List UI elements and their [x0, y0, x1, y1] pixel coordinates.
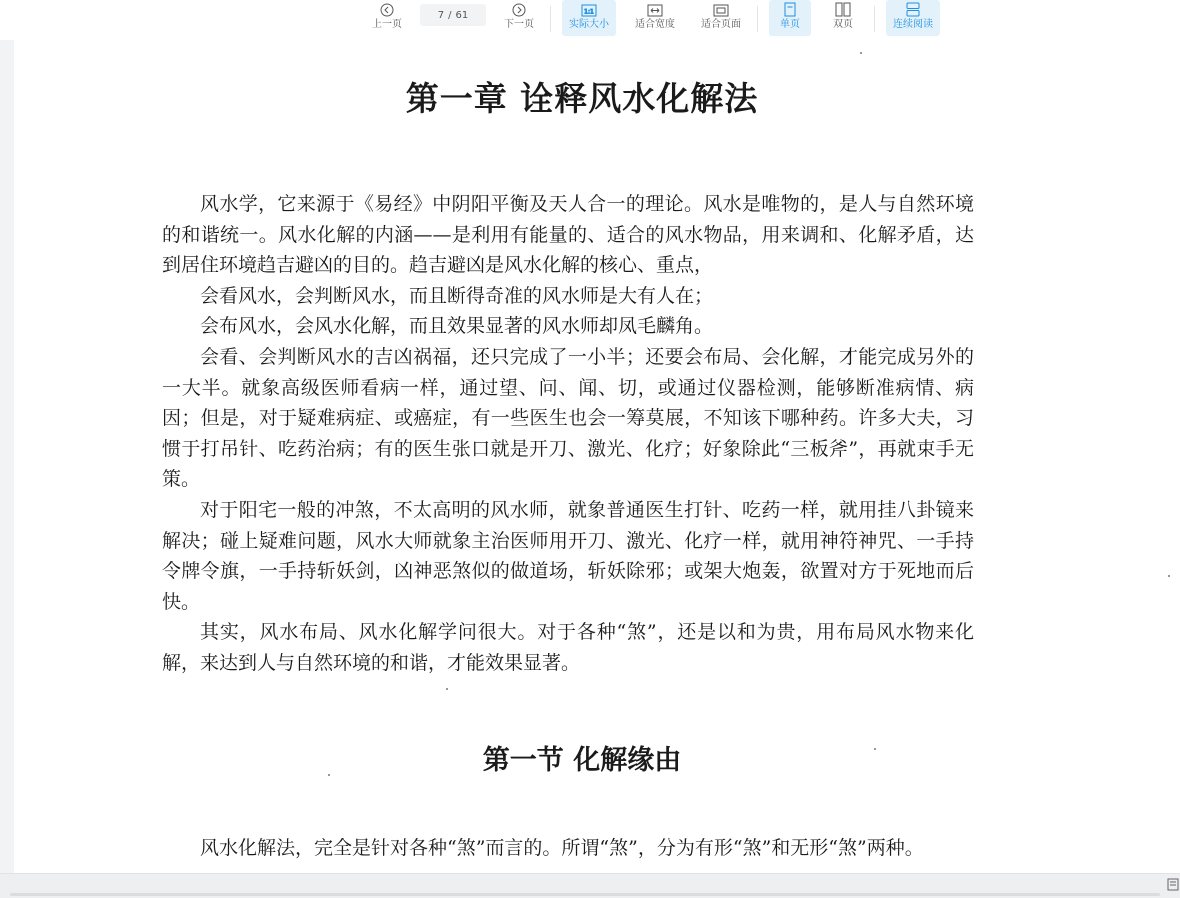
section-title: 第一节 化解缘由	[482, 745, 682, 776]
scrollbar-thumb[interactable]	[10, 893, 1160, 896]
paragraph: 风水学，它来源于《易经》中阴阳平衡及天人合一的理论。风水是唯物的，是人与自然环境的和谐统一。风水化解的内涵——是利用有能量的、适合的风水物品，用来调和、化解矛盾，达到居住环境趋吉避凶的目的。趋吉避凶是风水化解的核心、重点，	[162, 193, 974, 277]
actual-size-icon	[581, 0, 597, 17]
horizontal-scrollbar[interactable]	[0, 873, 1180, 898]
paragraph: 会看风水，会判断风水，而且断得奇准的风水师是大有人在；	[200, 284, 714, 307]
prev-page-button[interactable]	[368, 0, 406, 36]
toolbar-divider	[757, 6, 758, 32]
fit-page-button[interactable]	[694, 0, 748, 36]
prev-page-label: 上一页	[372, 19, 402, 30]
single-page-label: 单页	[780, 19, 800, 30]
page-number-box[interactable]	[420, 4, 486, 26]
scan-speck	[874, 748, 876, 750]
section-body-text	[162, 833, 974, 864]
continuous-reading-icon	[906, 0, 920, 17]
paragraph: 风水化解法，完全是针对各种“煞”而言的。所谓“煞”，分为有形“煞”和无形“煞”两种。	[200, 837, 924, 859]
svg-text:1:1: 1:1	[584, 8, 594, 16]
fit-width-icon	[647, 0, 663, 17]
double-page-button[interactable]	[822, 0, 864, 36]
page-separator: /	[448, 9, 452, 21]
scan-speck	[328, 774, 330, 776]
next-page-button[interactable]	[500, 0, 538, 36]
scan-speck	[860, 52, 862, 54]
scan-speck	[1168, 575, 1170, 577]
chapter-title: 第一章 诠释风水化解法	[405, 79, 759, 118]
scan-speck	[446, 688, 448, 690]
paragraph: 对于阳宅一般的冲煞，不太高明的风水师，就象普通医生打针、吃药一样，就用挂八卦镜来解决；碰上疑难问题，风水大师就象主治医师用开刀、激光、化疗一样，就用神符神咒、一手持令牌令旗，一手持斩妖剑，凶神恶煞似的做道场，斩妖除邪；或架大炮轰，欲置对方于死地而后快。	[162, 498, 974, 613]
fit-width-label: 适合宽度	[635, 19, 675, 30]
toolbar-divider	[874, 6, 875, 32]
document-page	[14, 40, 1180, 873]
paragraph: 会布风水，会风水化解，而且效果显著的风水师却凤毛麟角。	[200, 315, 714, 338]
page-total: 61	[455, 9, 469, 21]
page-current[interactable]: 7	[437, 9, 445, 21]
toolbar-divider	[550, 6, 551, 32]
continuous-reading-label: 连续阅读	[893, 19, 933, 30]
continuous-reading-button[interactable]	[886, 0, 940, 36]
actual-size-button[interactable]	[562, 0, 616, 36]
double-page-icon	[835, 0, 851, 17]
single-page-button[interactable]	[769, 0, 811, 36]
chevron-right-icon	[512, 0, 526, 17]
document-viewport[interactable]	[0, 40, 1180, 873]
reader-toolbar	[0, 0, 1180, 40]
fit-width-button[interactable]	[628, 0, 682, 36]
actual-size-label: 实际大小	[569, 19, 609, 30]
single-page-icon	[784, 0, 796, 17]
next-page-label: 下一页	[504, 19, 534, 30]
double-page-label: 双页	[833, 19, 853, 30]
body-text	[162, 189, 974, 679]
chevron-left-icon	[380, 0, 394, 17]
fit-page-label: 适合页面	[701, 19, 741, 30]
paragraph: 其实，风水布局、风水化解学问很大。对于各种“煞”，还是以和为贵，用布局风水物来化解，来达到人与自然环境的和谐，才能效果显著。	[162, 621, 974, 674]
page-panel-icon[interactable]	[1167, 876, 1179, 890]
fit-page-icon	[713, 0, 729, 17]
paragraph: 会看、会判断风水的吉凶祸福，还只完成了一小半；还要会布局、会化解，才能完成另外的一大半。就象高级医师看病一样，通过望、问、闻、切，或通过仪器检测，能够断准病情、病因；但是，对于疑难病症、或癌症，有一些医生也会一筹莫展，不知该下哪种药。许多大夫，习惯于打吊针、吃药治病；有的医生张口就是开刀、激光、化疗；好象除此“三板斧”，再就束手无策。	[162, 345, 974, 491]
